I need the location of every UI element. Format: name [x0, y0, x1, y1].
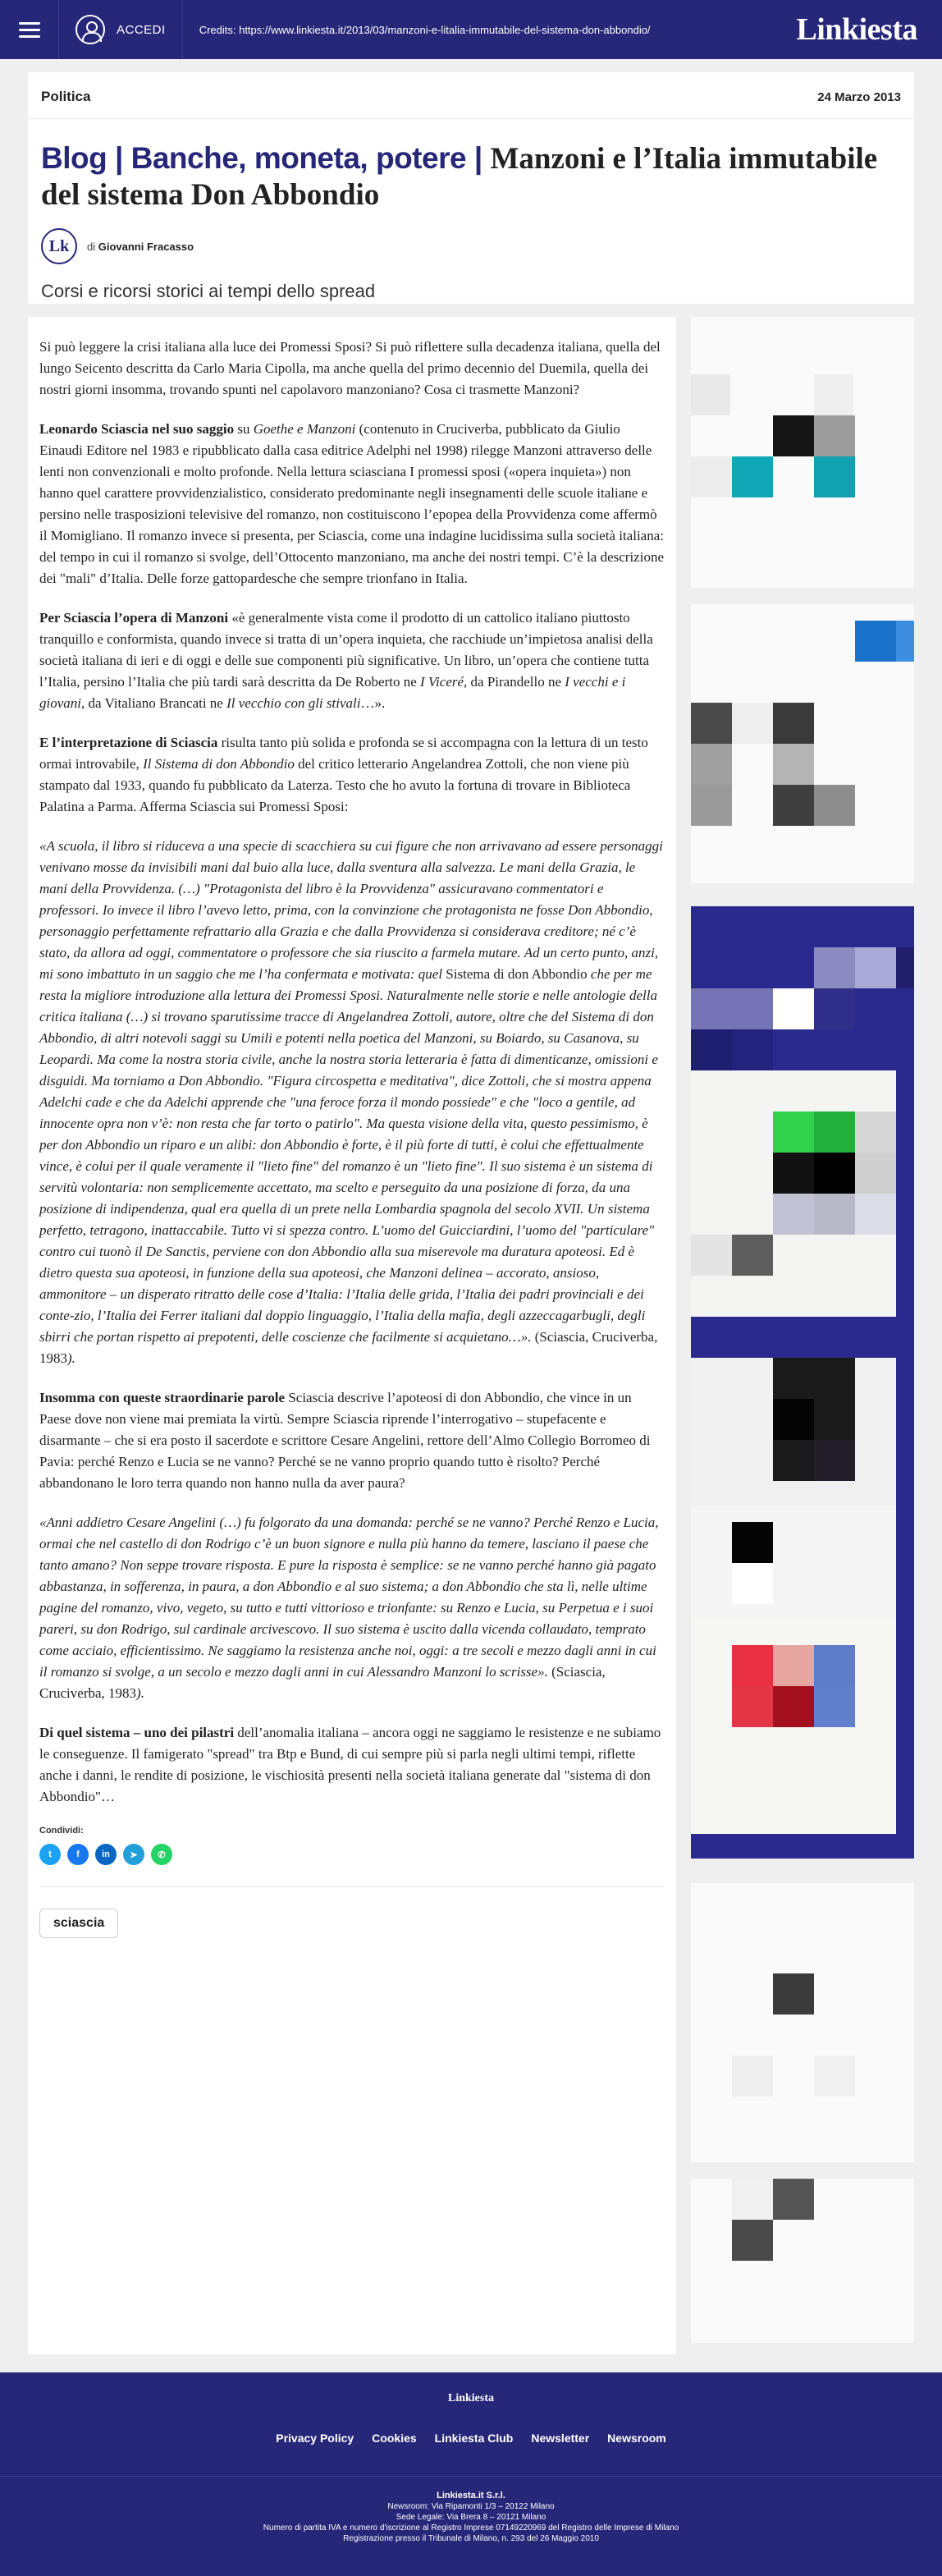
tag-sciascia[interactable]: sciascia	[39, 1909, 118, 1938]
ad-tile	[732, 456, 773, 497]
ad-tile	[691, 1235, 732, 1276]
ad-tile	[732, 1686, 773, 1727]
title-main: Manzoni e l’Italia immutabile del sistema Don Abbondio	[41, 142, 878, 212]
article-date: 24 Marzo 2013	[817, 89, 901, 104]
author-byline: di Giovanni Fracasso	[87, 240, 194, 253]
share-label: Condividi:	[39, 1826, 84, 1836]
ad-block-4[interactable]	[691, 1883, 914, 2162]
author-link[interactable]: Giovanni Fracasso	[98, 240, 194, 253]
ad-tile	[855, 947, 896, 988]
whatsapp-icon: ✆	[158, 1849, 166, 1860]
ad-tile	[773, 703, 814, 744]
ad-tile	[814, 1153, 855, 1194]
ad-tile	[773, 1973, 814, 2015]
ad-tile	[773, 1399, 814, 1440]
ad-tile	[773, 1686, 814, 1727]
ad-tile	[855, 1194, 896, 1235]
footer-divider	[0, 2476, 942, 2477]
legal-address: Sede Legale: Via Brera 8 – 20121 Milano	[396, 2513, 546, 2522]
author-avatar[interactable]: Lk	[41, 228, 77, 264]
ad-tile	[773, 2179, 814, 2220]
ad-tile	[773, 785, 814, 826]
hamburger-menu-icon[interactable]	[0, 0, 59, 59]
share-buttons	[39, 1844, 665, 1887]
footer-nav	[0, 2432, 942, 2445]
author-row	[28, 213, 914, 264]
ad-tile	[855, 621, 896, 662]
ad-tile	[814, 1440, 855, 1481]
footer-link-privacy[interactable]: Privacy Policy	[276, 2432, 354, 2445]
ad-tile	[691, 785, 732, 826]
company-name: Linkiesta.it S.r.l.	[437, 2491, 505, 2500]
ad-tile	[732, 1563, 773, 1604]
quote-1: «A scuola, il libro si riduceva a una specie di scacchiera su cui figure che non arrivavano ad essere personaggi venivano mosse da invisibili mani dal buio alla luce, dalla sventura alla salvezza. Le mani della Grazia, le mani della Provvidenza. (…) "Protagonista del libro è la Provvidenza" assicuravano commentatori e professori. Io invece il libro l’avevo letto, prima, con la convinzione che protagonista ne fosse Don Abbondio, personaggio perfettamente refrattario alla Grazia e che dalla Provvidenza si considerava creditore; né c’è stato, da allora ad oggi, commentatore o professore che sia riuscito a farmela mutare. Ad un certo punto, anzi, mi sono imbattuto in un saggio che me l’ha confermata e motivata: quel Sistema di don Abbondio che per me resta la migliore introduzione alla lettura dei Promessi Sposi. Naturalmente nelle storie e nelle antologie della critica italiana (…) si trovano sparutissime tracce di Angelandrea Zottoli, autore, oltre che del Sistema di don Abbondio, di altri notevoli saggi su Umili e potenti nella poetica del Manzoni, su Boiardo, su Casanova, su Leopardi. Ma come la nostra storia civile, anche la nostra storia letteraria è fatta di dimenticanze, omissioni e disguidi. Ma torniamo a Don Abbondio. "Figura circospetta e meditativa", dice Zottoli, che si mostra appena Adelchi cade e che da Adelchi apprende che "una feroce forza il mondo possiede" e che "loco a gentile, ad innocente opra non v’è: non resta che far torto o patirlo". Ma questa visione della vita, questo pessimismo, è per don Abbondio un riparo e un alibi: don Abbondio è forte, è il più forte di tutti, è colui che effettualmente vince, è colui per il quale veramente il "lieto fine" del romanzo è un "lieto fine". Il suo sistema è un sistema di servitù volontaria: non semplicemente accettato, ma scelto e perseguito da una posizione di forza, da una posizione di indipendenza, qual era quella di un prete nella Lombardia spagnola del secolo XVII. Un sistema perfetto, tetragono, inattaccabile. Tutto vi si spezza contro. L’uomo del Guicciardini, l’uomo del "particulare" contro cui tuonò il De Sanctis, perviene con don Abbondio alla sua miserevole ma duratura apoteosi. Ed è dietro questa sua apoteosi, in funzione della sua apoteosi, che Manzoni delinea – accorato, ansioso, ammonitore – un disperato ritratto delle cose d’Italia: l’Italia delle grida, l’Italia dei padri provinciali e dei conte-zio, l’Italia dei Ferrer italiani dal doppio linguaggio, l’Italia della mafia, degli azzeccagarbugli, degli sbirri che portan rispetto ai prepotenti, delle coscienze che facilmente si acquietano…». (Sciascia, Cruciverba, 1983).	[39, 838, 663, 1366]
ad-tile	[732, 1645, 773, 1686]
article-header	[28, 72, 914, 304]
newsroom-address: Newsroom: Via Ripamonti 1/3 – 20122 Milano	[387, 2502, 555, 2511]
ad-tile	[814, 1645, 855, 1686]
ad-tile	[773, 1112, 814, 1153]
ad-tile	[691, 456, 732, 497]
ad-tile	[896, 621, 914, 662]
ad-tile	[814, 785, 855, 826]
ad-tile	[773, 415, 814, 456]
registration-info: Registrazione presso il Tribunale di Milano, n. 293 del 26 Maggio 2010	[343, 2534, 599, 2543]
paragraph-5: Insomma con queste straordinarie parole Sciascia descrive l’apoteosi di don Abbondio, che vince in un Paese dove non viene mai premiata la virtù. Sempre Sciascia riprende l’interrogativo – stupefacente e disarmante – che si era posto il sacerdote e scrittore Cesare Angelini, rettore dell’Almo Collegio Borromeo di Pavia: perché Renzo e Lucia se ne vanno? Perché se ne vanno proprio quando tutto è risolto? Perché abbandonano le loro terra quando non hanno nulla da aver paura?	[39, 1390, 651, 1491]
ad-tile	[732, 1029, 773, 1070]
ad-tile	[814, 1194, 855, 1235]
ad-tile	[814, 415, 855, 456]
linkedin-share-button[interactable]	[95, 1844, 117, 1865]
ad-tile	[814, 988, 855, 1029]
ad-tile	[773, 988, 814, 1029]
paragraph-3: Per Sciascia l’opera di Manzoni «è generalmente vista come il prodotto di un cattolico italiano piuttosto tranquillo e conformista, quando invece si tratta di un’opera inquieta, che racchiude un’impietosa analisi della società italiana di ieri e di oggi e delle sue componenti più significative. Un libro, un’opera che contiene tutta l’Italia, persino l’Italia che più tardi sarà descritta da De Roberto ne I Viceré, da Pirandello ne I vecchi e i giovani, da Vitaliano Brancati ne Il vecchio con gli stivali…».	[39, 610, 653, 711]
ad-tile	[691, 703, 732, 744]
footer-link-cookies[interactable]: Cookies	[372, 2432, 417, 2445]
sidebar-ads	[691, 317, 914, 2354]
twitter-share-button[interactable]	[39, 1844, 61, 1865]
ad-tile	[691, 744, 732, 785]
ad-tile	[732, 703, 773, 744]
article-title: Blog | Banche, moneta, potere | Manzoni e l’Italia immutabile del sistema Don Abbondio	[41, 141, 878, 212]
ad-product-panel	[691, 1506, 896, 1620]
ad-tile	[814, 374, 853, 415]
ad-tile	[814, 1686, 855, 1727]
paragraph-6: Di quel sistema – uno dei pilastri dell’anomalia italiana – ancora oggi ne saggiamo le resistenze e ne subiamo le conseguenze. Il famigerato "spread" tra Btp e Bund, di cui sempre più si parla negli ultimi tempi, riflette anche i danni, le rendite di posizione, le vischiosità presenti nella società italiana generate dal "sistema di don Abbondio"…	[39, 1725, 661, 1804]
ad-tile	[814, 2056, 855, 2097]
paragraph-1: Si può leggere la crisi italiana alla luce dei Promessi Sposi? Si può riflettere sulla decadenza italiana, quella del lungo Seicento descritta da Carlo Maria Cipolla, ma anche quella del primo decennio del Duemila, quella dei nostri giorni insomma, trovando spunti nel capolavoro manzoniano? Cosa ci trasmette Manzoni?	[39, 339, 661, 397]
ad-tile	[732, 2056, 773, 2097]
facebook-share-button[interactable]	[67, 1844, 89, 1865]
user-icon	[75, 15, 105, 44]
article-meta	[28, 72, 914, 119]
whatsapp-share-button[interactable]	[151, 1844, 172, 1865]
telegram-icon: ➤	[130, 1849, 138, 1860]
ad-tile	[773, 1645, 814, 1686]
ad-tile	[896, 947, 914, 988]
login-label: ACCEDI	[117, 22, 166, 37]
twitter-icon: t	[48, 1849, 52, 1859]
footer-link-club[interactable]: Linkiesta Club	[434, 2432, 514, 2445]
vat-number: Numero di partita IVA e numero d'iscrizione al Registro Imprese 07149220969 del Registro delle Imprese di Milano	[263, 2523, 679, 2532]
login-button[interactable]	[59, 0, 183, 59]
facebook-icon: f	[76, 1849, 80, 1859]
site-logo[interactable]: Linkiesta	[796, 12, 917, 47]
ad-tile	[773, 1153, 814, 1194]
ad-tile	[732, 2179, 773, 2220]
ad-tile	[732, 2220, 773, 2261]
ad-tile	[691, 988, 773, 1029]
paragraph-4: E l’interpretazione di Sciascia risulta tanto più solida e profonda se si accompagna con la lettura di un testo ormai introvabile, Il Sistema di don Abbondio del critico letterario Angelandrea Zottoli, che non viene più stampato dal 1933, quando fu pubblicato da Laterza. Testo che ho avuto la fortuna di trovare in Biblioteca Palatina a Parma. Afferma Sciascia sui Promessi Sposi:	[39, 735, 648, 814]
article-body	[28, 317, 676, 2354]
footer-link-newsletter[interactable]: Newsletter	[531, 2432, 590, 2445]
linkedin-icon: in	[102, 1849, 110, 1859]
blog-link[interactable]: Blog | Banche, moneta, potere	[41, 141, 467, 175]
credits-url: Credits: https://www.linkiesta.it/2013/03/manzoni-e-litalia-immutabile-del-sistema-don-abbondio/	[199, 23, 651, 36]
top-header	[0, 0, 942, 59]
ad-tile	[732, 1235, 773, 1276]
section-link[interactable]: Politica	[41, 89, 91, 104]
ad-tile	[773, 1194, 814, 1235]
ad-tile	[855, 1153, 896, 1194]
ad-tile	[732, 1522, 773, 1563]
ad-tile	[691, 374, 730, 415]
footer-link-newsroom[interactable]: Newsroom	[607, 2432, 666, 2445]
paragraph-2: Leonardo Sciascia nel suo saggio su Goethe e Manzoni (contenuto in Cruciverba, pubblicato da Giulio Einaudi Editore nel 1983 e ripubblicato dalla casa editrice Adelphi nel 1998) rilegge Manzoni attraverso delle lenti non convenzionali e molto profonde. Nella lettura sciasciana I promessi sposi («opera inquieta») non hanno quel carattere provvidenzialistico, considerato predominante negli insegnamenti delle scuole italiane e persino nelle trasposizioni televisive del romanzo, non costituiscono l’epopea della Provvidenza come affermò il Momigliano. Il romanzo invece si presenta, per Sciascia, come una indagine lucidissima sulla società italiana: del tempo in cui il romanzo si svolge, dell’Ottocento manzoniano, ma anche dei nostri tempi. C’è la descrizione dei "mali" d’Italia. Delle forze gattopardesche che sempre trionfano in Italia.	[39, 421, 664, 586]
ad-tile	[773, 744, 814, 785]
ad-tile	[814, 947, 855, 988]
footer-logo[interactable]: Linkiesta	[447, 2392, 494, 2404]
ad-tile	[855, 1112, 896, 1153]
telegram-share-button[interactable]	[123, 1844, 144, 1865]
ad-tile	[691, 1029, 732, 1070]
ad-tile	[814, 1112, 855, 1153]
site-footer	[0, 2372, 942, 2576]
ad-tile	[814, 456, 855, 497]
article-subtitle: Corsi e ricorsi storici ai tempi dello spread	[41, 281, 376, 301]
footer-legal-info	[0, 2491, 942, 2544]
quote-2: «Anni addietro Cesare Angelini (…) fu folgorato da una domanda: perché se ne vanno? Perché Renzo e Lucia, ormai che nel castello di don Rodrigo c’è un buon signore e nulla più hanno da temere, lasciano il paese che tanto amano? Non seppe trovare risposta. E pure la risposta è semplice: se ne vanno perché hanno già pagato abbastanza, in sofferenza, in paura, a don Abbondio e al suo sistema; a don Abbondio che sta lì, nelle ultime pagine del romanzo, vivo, vegeto, su tutto e tutti vittorioso e trionfante: su Renzo e Lucia, su Perpetua e i suoi pareri, su don Rodrigo, sul cardinale arcivescovo. Il suo sistema è uscito dalla vicenda collaudato, temprato come acciaio, efficientissimo. Ne saggiamo la resistenza anche noi, oggi: a tre secoli e mezzo dagli anni in cui il romanzo si svolge, a un secolo e mezzo dagli anni in cui Alessandro Manzoni lo scrisse». (Sciascia, Cruciverba, 1983).	[39, 1515, 659, 1701]
